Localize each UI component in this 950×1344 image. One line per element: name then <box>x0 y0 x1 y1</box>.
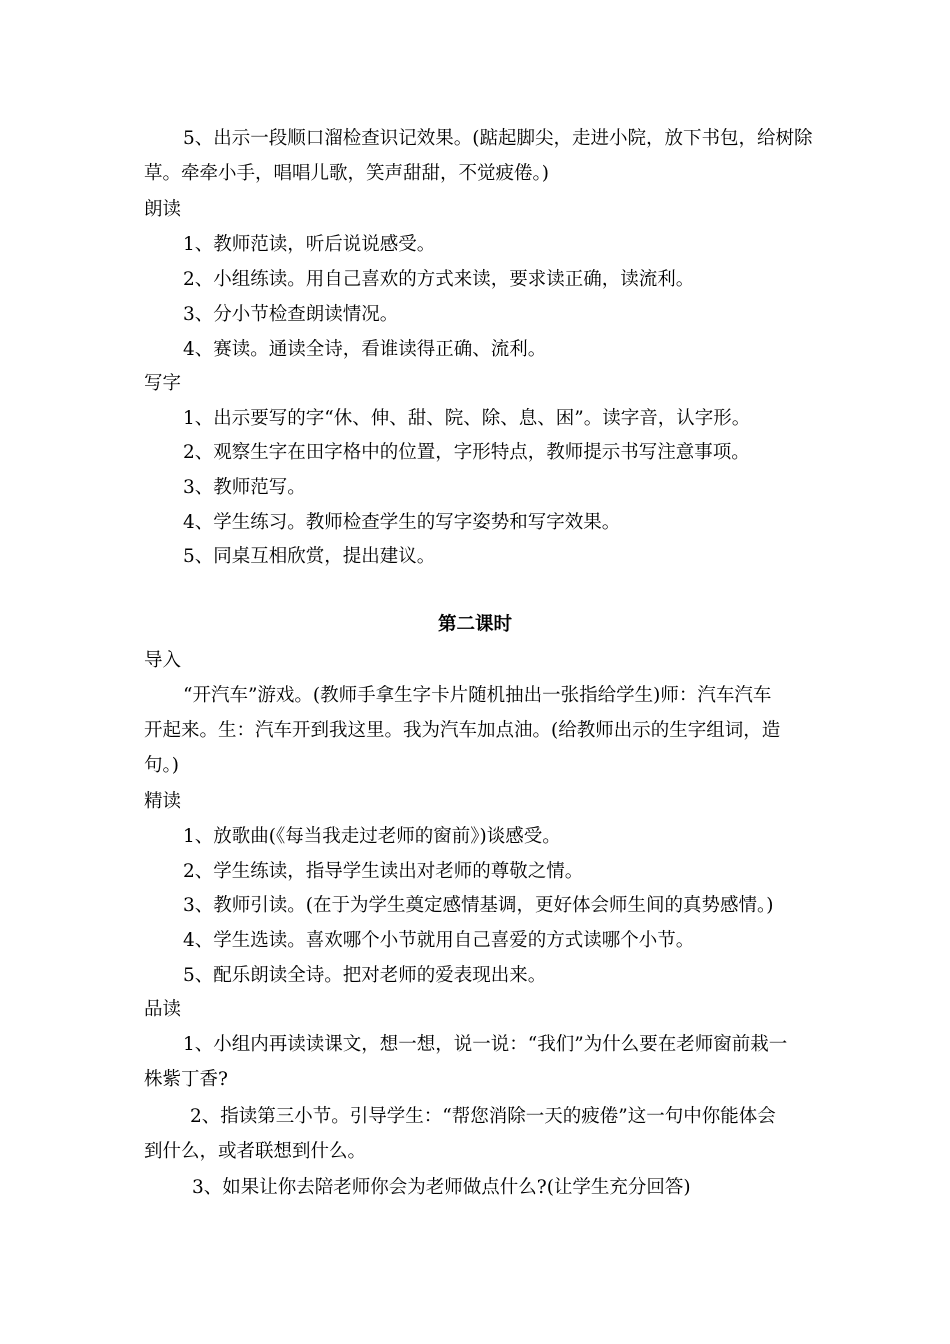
list-item: 3、分小节检查朗读情况。 <box>183 304 399 325</box>
section-label: 写字 <box>144 373 182 394</box>
section-label: 精读 <box>144 791 182 812</box>
section-label: 朗读 <box>144 199 182 220</box>
list-item: 3、教师范写。 <box>183 477 306 498</box>
paragraph-line: 5、出示一段顺口溜检查识记效果。(踮起脚尖，走进小院，放下书包，给树除 <box>183 128 813 149</box>
list-item: 4、学生练习。教师检查学生的写字姿势和写字效果。 <box>183 512 621 533</box>
list-item: 5、同桌互相欣赏，提出建议。 <box>183 546 436 567</box>
lesson-heading: 第二课时 <box>437 614 512 635</box>
paragraph-line: “开汽车”游戏。(教师手拿生字卡片随机抽出一张指给学生)师：汽车汽车 <box>183 685 772 706</box>
paragraph-line: 到什么，或者联想到什么。 <box>144 1141 367 1162</box>
list-item: 2、小组练读。用自己喜欢的方式来读，要求读正确，读流利。 <box>183 269 695 290</box>
list-item: 1、小组内再读读课文，想一想，说一说：“我们”为什么要在老师窗前栽一 <box>183 1034 788 1055</box>
list-item: 1、放歌曲(《每当我走过老师的窗前》)谈感受。 <box>183 826 561 847</box>
list-item: 1、教师范读，听后说说感受。 <box>183 234 436 255</box>
list-item: 3、教师引读。(在于为学生奠定感情基调，更好体会师生间的真势感情。) <box>183 895 774 916</box>
list-item: 2、观察生字在田字格中的位置，字形特点，教师提示书写注意事项。 <box>183 442 750 463</box>
paragraph-line: 草。牵牵小手，唱唱儿歌，笑声甜甜，不觉疲倦。) <box>144 163 549 184</box>
section-label: 品读 <box>144 999 182 1020</box>
list-item: 2、指读第三小节。引导学生：“帮您消除一天的疲倦”这一句中你能体会 <box>190 1106 776 1127</box>
list-item: 5、配乐朗读全诗。把对老师的爱表现出来。 <box>183 965 547 986</box>
paragraph-line: 株紫丁香? <box>144 1069 228 1090</box>
paragraph-line: 开起来。生：汽车开到我这里。我为汽车加点油。(给教师出示的生字组词，造 <box>144 720 781 741</box>
paragraph-line: 句。) <box>144 755 179 776</box>
list-item: 3、如果让你去陪老师你会为老师做点什么?(让学生充分回答) <box>192 1177 691 1198</box>
section-label: 导入 <box>144 650 182 671</box>
list-item: 2、学生练读，指导学生读出对老师的尊敬之情。 <box>183 861 584 882</box>
list-item: 4、赛读。通读全诗，看谁读得正确、流利。 <box>183 339 547 360</box>
list-item: 4、学生选读。喜欢哪个小节就用自己喜爱的方式读哪个小节。 <box>183 930 695 951</box>
list-item: 1、出示要写的字“休、伸、甜、院、除、息、困”。读字音，认字形。 <box>183 408 751 429</box>
